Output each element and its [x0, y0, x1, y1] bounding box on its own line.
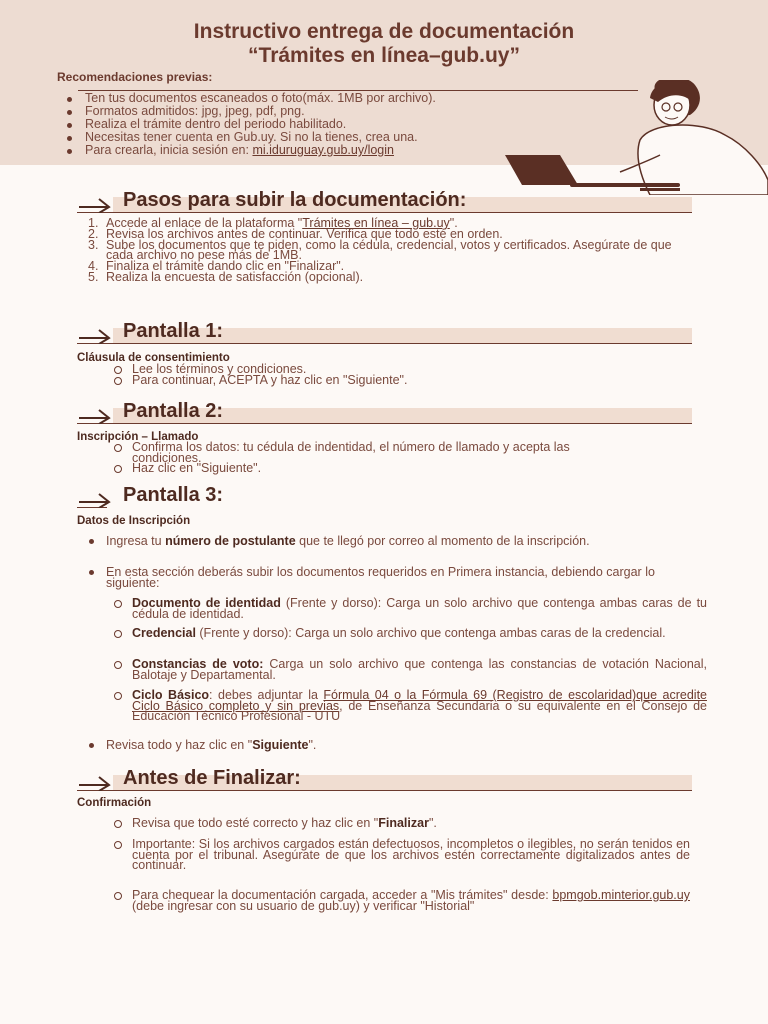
credential-list: [112, 628, 707, 639]
final-subtitle: Confirmación: [77, 797, 152, 809]
screen2-heading: Pantalla 2:: [77, 404, 692, 424]
list-item: 5. Realiza la encuesta de satisfacción (opcional).: [88, 269, 364, 284]
arrow-right-icon: [77, 324, 113, 344]
screen3-list-3: [86, 740, 691, 751]
screen1-heading: Pantalla 1:: [77, 324, 692, 344]
list-item: Para chequear la documentación cargada, acceder a "Mis trámites" desde: bpmgob.minterior.gub.uy (debe ingresar con su usuario de gub.uy) y verificar "Historial": [112, 890, 690, 911]
document-list: [112, 598, 707, 619]
list-item: Para crearla, inicia sesión en: mi.iduruguay.gub.uy/login: [65, 144, 665, 157]
list-item: Haz clic en "Siguiente".: [112, 463, 632, 474]
screen3-list-1: [86, 536, 691, 547]
list-item: Importante: Si los archivos cargados están defectuosos, incompletos o ilegibles, no serán tenidos en cuenta por el tribunal. Asegúrate de que los archivos estén correctamente digitalizados antes de continuar.: [112, 839, 690, 871]
list-item: Para continuar, ACEPTA y haz clic en "Siguiente".: [112, 375, 672, 386]
screen2-list: [112, 442, 632, 474]
list-item: Documento de identidad (Frente y dorso): Carga un solo archivo que contenga ambas caras de tu cédula de identidad.: [112, 598, 707, 619]
list-item: Revisa todo y haz clic en "Siguiente".: [86, 740, 691, 751]
list-item: Realiza el trámite dentro del periodo habilitado.: [65, 118, 665, 131]
final-list-1: [112, 818, 690, 829]
screen3-heading: Pantalla 3:: [77, 488, 692, 508]
formula-link[interactable]: Fórmula 04 o la Fórmula 69 (Registro de escolaridad)que acredite Ciclo Básico completo y sin previas: [132, 688, 707, 713]
arrow-right-icon: [77, 404, 113, 424]
list-item: Ingresa tu número de postulante que te llegó por correo al momento de la inscripción.: [86, 536, 691, 547]
steps-list: [88, 218, 693, 283]
ciclo-basico-list: [112, 690, 707, 722]
list-item: En esta sección deberás subir los documentos requeridos en Primera instancia, debiendo cargar lo siguiente:: [86, 567, 691, 588]
arrow-right-icon: [77, 193, 113, 213]
arrow-right-icon: [77, 488, 113, 508]
list-item: Constancias de voto: Carga un solo archivo que contenga las constancias de votación Nacional, Balotaje y Departamental.: [112, 659, 707, 680]
screen1-list: [112, 364, 672, 385]
person-laptop-illustration: [500, 80, 768, 195]
list-item: Lee los términos y condiciones.: [112, 364, 672, 375]
list-item: Formatos admitidos: jpg, jpeg, pdf, png.: [65, 105, 665, 118]
final-heading: Antes de Finalizar:: [77, 771, 692, 791]
final-list-3: [112, 890, 690, 911]
screen3-list-2: [86, 567, 691, 588]
screen1-subtitle: Cláusula de consentimiento: [77, 352, 230, 364]
login-link[interactable]: mi.iduruguay.gub.uy/login: [252, 143, 394, 157]
list-item: Necesitas tener cuenta en Gub.uy. Si no la tienes, crea una.: [65, 131, 665, 144]
bpmgob-link[interactable]: bpmgob.minterior.gub.uy: [552, 888, 690, 902]
list-item: Ciclo Básico: debes adjuntar la Fórmula 04 o la Fórmula 69 (Registro de escolaridad)que acredite Ciclo Básico completo y sin previas, de Enseñanza Secundaria o su equivalente en el Consejo de Educación Técnico Profesional - UTU: [112, 690, 707, 722]
final-list-2: [112, 839, 690, 871]
page-title: Instructivo entrega de documentación “Trámites en línea–gub.uy”: [193, 20, 575, 67]
list-item: 1. Accede al enlace de la plataforma "Trámites en línea – gub.uy".: [88, 216, 458, 230]
votes-list: [112, 659, 707, 680]
list-item: Credencial (Frente y dorso): Carga un solo archivo que contenga ambas caras de la credencial.: [112, 628, 707, 639]
list-item: Confirma los datos: tu cédula de indentidad, el número de llamado y acepta las condiciones.: [112, 442, 632, 463]
arrow-right-icon: [77, 771, 113, 791]
tramites-link[interactable]: Trámites en línea – gub.uy: [302, 216, 450, 230]
recommendations-title: Recomendaciones previas:: [57, 70, 213, 84]
screen2-subtitle: Inscripción – Llamado: [77, 431, 199, 443]
list-item: 3. Sube los documentos que te piden, como la cédula, credencial, votos y certificados. Asegúrate de que cada archivo no pese más de 1MB.: [88, 237, 672, 263]
steps-heading: Pasos para subir la documentación:: [77, 193, 692, 213]
list-item: Revisa que todo esté correcto y haz clic en "Finalizar".: [112, 818, 690, 829]
screen3-subtitle: Datos de Inscripción: [77, 515, 191, 527]
list-item: 4. Finaliza el trámite dando clic en "Finalizar".: [88, 259, 345, 274]
list-item: Ten tus documentos escaneados o foto(máx. 1MB por archivo).: [65, 92, 665, 105]
list-item: 2. Revisa los archivos antes de continuar. Verifica que todo esté en orden.: [88, 226, 503, 241]
